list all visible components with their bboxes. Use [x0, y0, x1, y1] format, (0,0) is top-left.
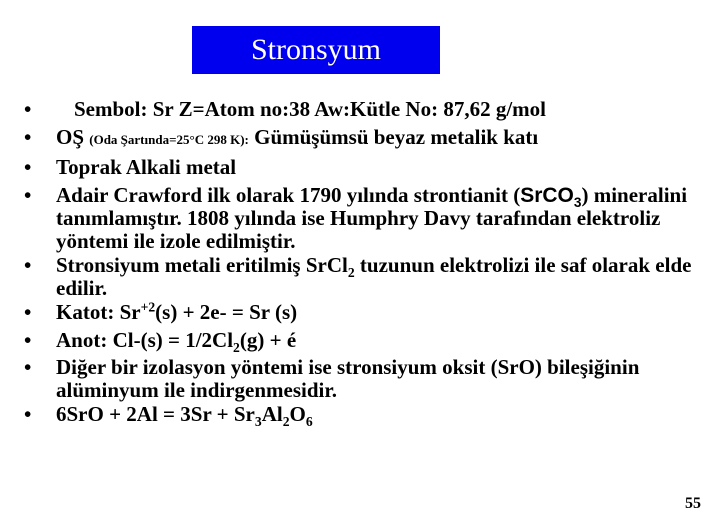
bullet-physical-state	[22, 126, 702, 152]
bullet-anode	[22, 327, 702, 355]
anode-part1: Anot: Cl-(s) = 1/2Cl	[56, 327, 234, 352]
history-part2: ) mineralini tanımlamıştır. 1808 yılında ise Humphry Davy tarafından elektroliz yöntemi ile izole edilmiştir.	[56, 182, 688, 253]
bullet-list	[22, 98, 702, 431]
bullet-symbol-info	[22, 98, 702, 121]
bullet-group	[22, 156, 702, 179]
bullet-history	[22, 184, 702, 253]
history-formula: SrCO	[520, 183, 574, 207]
electrolysis-part2: tuzunun elektrolizi ile saf olarak elde edilir.	[56, 253, 692, 300]
reaction-part2: Al	[261, 402, 283, 426]
anode-part2: (g) + é	[239, 327, 297, 352]
history-paren: (	[513, 182, 521, 207]
electrolysis-part1: Stronsiyum metali eritilmiş SrCl	[56, 253, 348, 277]
reaction-part1: 6SrO + 2Al = 3Sr + Sr	[56, 402, 255, 426]
history-formula-sub: 3	[573, 194, 582, 210]
state-description: Gümüşümsü beyaz metalik katı	[254, 124, 539, 149]
state-condition: (Oda Şartında=25°C 298 K):	[89, 131, 249, 147]
slide-title: Stronsyum	[192, 26, 440, 74]
page-number: 55	[685, 495, 701, 512]
electrolysis-sub: 2	[347, 264, 355, 280]
bullet-alt-isolation	[22, 356, 702, 401]
cathode-part2: (s) + 2e- = Sr (s)	[155, 300, 298, 324]
bullet-cathode	[22, 301, 702, 324]
reaction-sub2: 2	[282, 413, 290, 429]
reaction-sub3: 6	[305, 413, 313, 429]
anode-sub: 2	[233, 339, 240, 355]
group-text: Toprak Alkali metal	[56, 155, 237, 179]
reaction-sub1: 3	[254, 413, 262, 429]
bullet-reaction	[22, 402, 702, 429]
bullet-electrolysis	[22, 254, 702, 299]
symbol-info-text: Sembol: Sr Z=Atom no:38 Aw:Kütle No: 87,62 g/mol	[74, 97, 547, 121]
alt-isolation-text: Diğer bir izolasyon yöntemi ise stronsiyum oksit (SrO) bileşiğinin alüminyum ile indirgenmesidir.	[56, 355, 640, 402]
cathode-part1: Katot: Sr	[56, 300, 141, 324]
state-lead: OŞ	[56, 124, 85, 149]
history-part1: Adair Crawford ilk olarak 1790 yılında strontianit	[56, 182, 508, 207]
reaction-part3: O	[289, 402, 306, 426]
cathode-sup: +2	[140, 299, 156, 315]
